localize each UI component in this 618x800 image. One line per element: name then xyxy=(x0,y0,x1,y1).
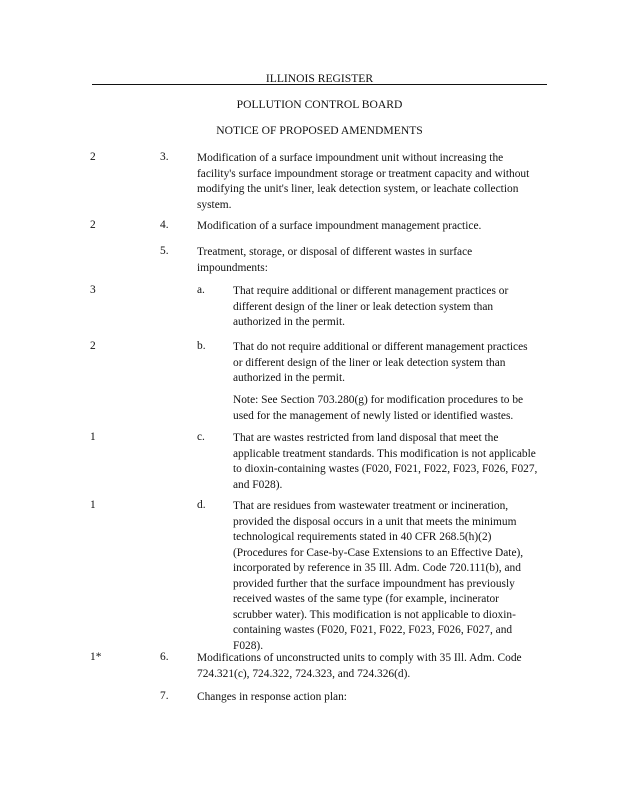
item-number: 4. xyxy=(160,219,169,231)
item-letter: c. xyxy=(197,431,205,443)
class-level: 3 xyxy=(90,284,96,296)
class-level: 2 xyxy=(90,340,96,352)
class-level: 1* xyxy=(90,651,102,663)
item-text: Treatment, storage, or disposal of different wastes in surface impoundments: xyxy=(197,246,473,274)
class-level: 2 xyxy=(90,151,96,163)
item-number: 6. xyxy=(160,651,169,663)
class-level: 1 xyxy=(90,431,96,443)
item-text: Modification of a surface impoundment unit without increasing the facility's surface impoundment storage or treatment capacity and without modifying the unit's liner, leak detection system, or leachate collection system. xyxy=(197,152,530,211)
board-title: POLLUTION CONTROL BOARD xyxy=(236,98,403,111)
class-level: 2 xyxy=(90,219,96,231)
item-number: 3. xyxy=(160,151,169,163)
item-text: Changes in response action plan: xyxy=(197,691,347,703)
item-number: 5. xyxy=(160,245,169,257)
item-number: 7. xyxy=(160,690,169,702)
item-text: Modifications of unconstructed units to comply with 35 Ill. Adm. Code 724.321(c), 724.322, 724.323, and 724.326(d). xyxy=(197,652,522,680)
item-text: That are residues from wastewater treatment or incineration, provided the disposal occurs in a unit that meets the minimum technological requirements stated in 40 CFR 268.5(h)(2) (Procedures for Case-by-Case Extensions to an Effective Date), incorporated by reference in 35 Ill. Adm. Code 720.111(b), and provided further that the surface impoundment has previously received wastes of the same type (for example, incinerator scrubber water). This modification is not applicable to dioxin-containing wastes (F020, F021, F022, F023, F026, F027, and F028). xyxy=(233,500,524,652)
item-letter: a. xyxy=(197,284,205,296)
register-title: ILLINOIS REGISTER xyxy=(265,72,374,85)
header-rule xyxy=(92,84,547,85)
class-level: 1 xyxy=(90,499,96,511)
item-letter: b. xyxy=(197,340,206,352)
note-text: Note: See Section 703.280(g) for modification procedures to be used for the management of newly listed or identified wastes. xyxy=(233,394,524,422)
item-text: That are wastes restricted from land disposal that meet the applicable treatment standards. This modification is not applicable to dioxin-containing wastes (F020, F021, F022, F023, F026, F027, and F028). xyxy=(233,432,538,491)
item-text: That require additional or different management practices or different design of the liner or leak detection system than authorized in the permit. xyxy=(233,285,509,328)
item-text: Modification of a surface impoundment management practice. xyxy=(197,220,482,232)
notice-title: NOTICE OF PROPOSED AMENDMENTS xyxy=(216,124,423,137)
item-letter: d. xyxy=(197,499,206,511)
item-text: That do not require additional or different management practices or different design of the liner or leak detection system than authorized in the permit. xyxy=(233,341,528,384)
